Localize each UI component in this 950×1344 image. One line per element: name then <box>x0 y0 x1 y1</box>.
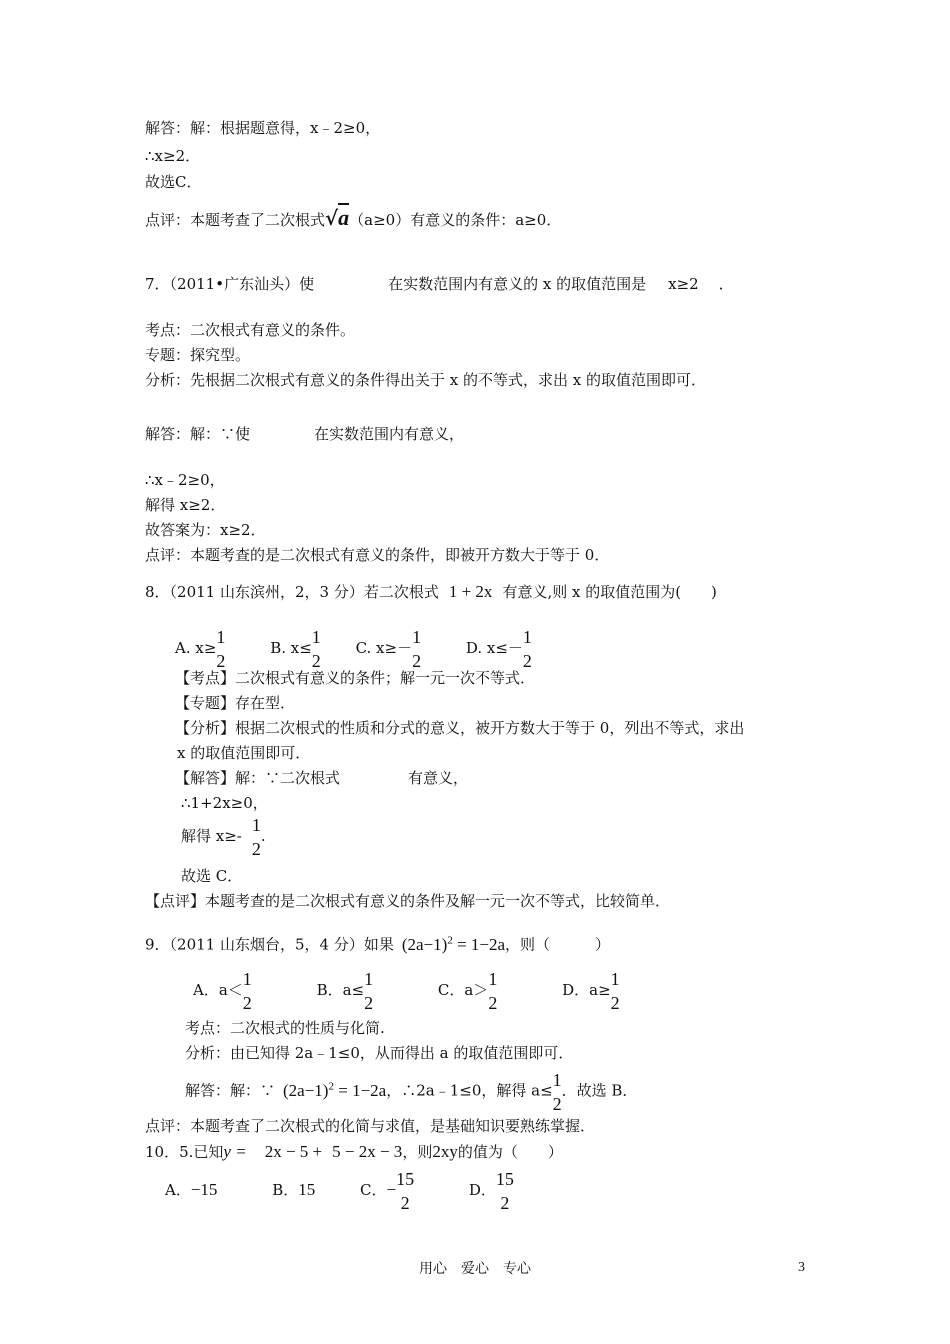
q8-fenxi-2: x 的取值范围即可． <box>177 744 311 762</box>
q8-line-2 <box>181 812 266 861</box>
q9-option-b: B．a≤ 1 2 <box>316 969 374 1013</box>
q9-option-a: A．a＜ 1 2 <box>193 969 252 1013</box>
q6-answer-line-3: 故选C． <box>145 173 202 191</box>
q9-jieda <box>185 1062 637 1116</box>
q9-option-d: D．a≥ 1 2 <box>562 969 620 1013</box>
q8-stem-b: 有意义,则 x 的取值范围为( ) <box>502 583 717 601</box>
q10-stem <box>145 1142 563 1162</box>
q7-dianping: 点评：本题考查的是二次根式有意义的条件，即被开方数大于等于 0． <box>145 546 610 564</box>
q8-expression: 1 + 2x <box>448 582 493 601</box>
q7-stem-b: 在实数范围内有意义的 x 的取值范围是 <box>388 275 647 293</box>
page-footer: 用心 爱心 专心 <box>419 1261 531 1277</box>
q10-stem-c: 的值为（ ） <box>457 1143 563 1161</box>
q10-y: y = <box>223 1142 247 1161</box>
page-number: 3 <box>798 1260 805 1275</box>
q9-jieda-expression: $(2a-1)^2 = 1-2a$ <box>283 1080 387 1100</box>
q8-jieda-b: 有意义， <box>408 769 469 787</box>
q8-line-2-text: 解得 x≥- <box>181 827 242 845</box>
q7-stem-a: 7．（2011•广东汕头）使 <box>145 275 315 293</box>
q8-line-3: 故选 C． <box>181 867 243 885</box>
q8-kaodian: 【考点】二次根式有意义的条件；解一元一次不等式． <box>175 669 536 687</box>
q6-comment <box>145 205 562 230</box>
q9-stem-b: ，则（ ） <box>505 935 611 954</box>
q9-expression: $(2a-1)^2 = 1-2a$ <box>401 934 506 954</box>
q8-dianping: 【点评】本题考查的是二次根式有意义的条件及解一元一次不等式，比较简单． <box>145 892 671 910</box>
sqrt-a-symbol: √ <box>325 206 339 230</box>
q8-line-2-end: . <box>260 827 266 845</box>
q9-kaodian: 考点：二次根式的性质与化简. <box>185 1019 385 1037</box>
q9-fenxi: 分析：由已知得 2a﹣1≤0，从而得出 a 的取值范围即可． <box>185 1044 574 1062</box>
q8-line-1: ∴1+2x≥0， <box>181 794 268 812</box>
q7-zhuanti: 专题：探究型。 <box>145 346 251 364</box>
q7-jieda-b: 在实数范围内有意义， <box>314 425 465 443</box>
q10-stem-a: 10．5.已知 <box>145 1143 224 1161</box>
q9-jieda-b: ，∴2a﹣1≤0，解得 a≤ <box>386 1081 553 1100</box>
q8-stem-a: 8．（2011 山东滨州，2，3 分）若二次根式 <box>145 583 439 601</box>
q8-line-2-fraction: 1 2 <box>251 815 261 859</box>
q10-term-2: 5 − 2x − 3 <box>332 1142 403 1161</box>
q6-comment-text-b: （a≥0）有意义的条件：a≥0． <box>349 211 562 229</box>
q8-option-b: B. x≤ 1 2 <box>270 627 321 671</box>
q10-option-d: D． 15 2 <box>468 1169 514 1213</box>
q7-fenxi: 分析：先根据二次根式有意义的条件得出关于 x 的不等式，求出 x 的取值范围即可． <box>145 371 706 389</box>
q10-2xy: 2xy <box>432 1142 458 1161</box>
q6-comment-text-a: 点评：本题考查了二次根式 <box>145 211 326 229</box>
q8-stem <box>145 582 717 602</box>
q9-jieda-fraction: 1 2 <box>552 1069 562 1114</box>
q8-zhuanti: 【专题】存在型． <box>175 694 296 712</box>
q8-fenxi-1: 【分析】根据二次根式的性质和分式的意义，被开方数大于等于 0，列出不等式，求出 <box>175 719 745 737</box>
q9-stem-a: 9．（2011 山东烟台，5，4 分）如果 <box>145 935 394 954</box>
q6-answer-line-2: ∴x≥2． <box>145 147 201 165</box>
q7-stem-end: ． <box>718 275 734 293</box>
q7-line-2: 解得 x≥2． <box>145 496 226 514</box>
q9-options <box>193 966 620 1015</box>
q9-option-c: C．a＞ 1 2 <box>437 969 498 1013</box>
q10-options <box>165 1166 514 1215</box>
q7-stem <box>145 274 734 294</box>
q8-jieda <box>175 768 468 788</box>
q9-jieda-c: ．故选 B． <box>561 1081 638 1100</box>
q10-option-a: A．−15 <box>165 1180 218 1199</box>
q8-option-d: D. x≤－ 1 2 <box>465 627 532 671</box>
q10-stem-b: ，则 <box>402 1143 433 1161</box>
q9-dianping: 点评：本题考查了二次根式的化简与求值，是基础知识要熟练掌握． <box>145 1117 596 1135</box>
q6-answer-line-1: 解答：解：根据题意得，x﹣2≥0， <box>145 119 381 137</box>
q10-option-c: C．− 15 2 <box>360 1169 415 1213</box>
q9-jieda-a: 解答：解：∵ <box>185 1081 276 1100</box>
q7-kaodian: 考点：二次根式有意义的条件。 <box>145 321 356 339</box>
q8-options <box>175 624 532 673</box>
q7-jieda <box>145 424 464 444</box>
sqrt-a-radicand: a <box>338 205 350 230</box>
q10-term-1: 2x − 5 + <box>264 1142 323 1161</box>
q8-option-c: C. x≥－ 1 2 <box>355 627 422 671</box>
q7-line-1: ∴x﹣2≥0， <box>145 471 225 489</box>
q7-line-3: 故答案为：x≥2． <box>145 521 266 539</box>
q7-answer: x≥2 <box>668 275 699 293</box>
q7-jieda-a: 解答：解：∵使 <box>145 425 251 443</box>
q10-option-b: B．15 <box>272 1180 316 1199</box>
q9-stem <box>145 930 610 955</box>
q8-jieda-a: 【解答】解：∵二次根式 <box>175 769 341 787</box>
q8-option-a: A. x≥ 1 2 <box>175 627 226 671</box>
